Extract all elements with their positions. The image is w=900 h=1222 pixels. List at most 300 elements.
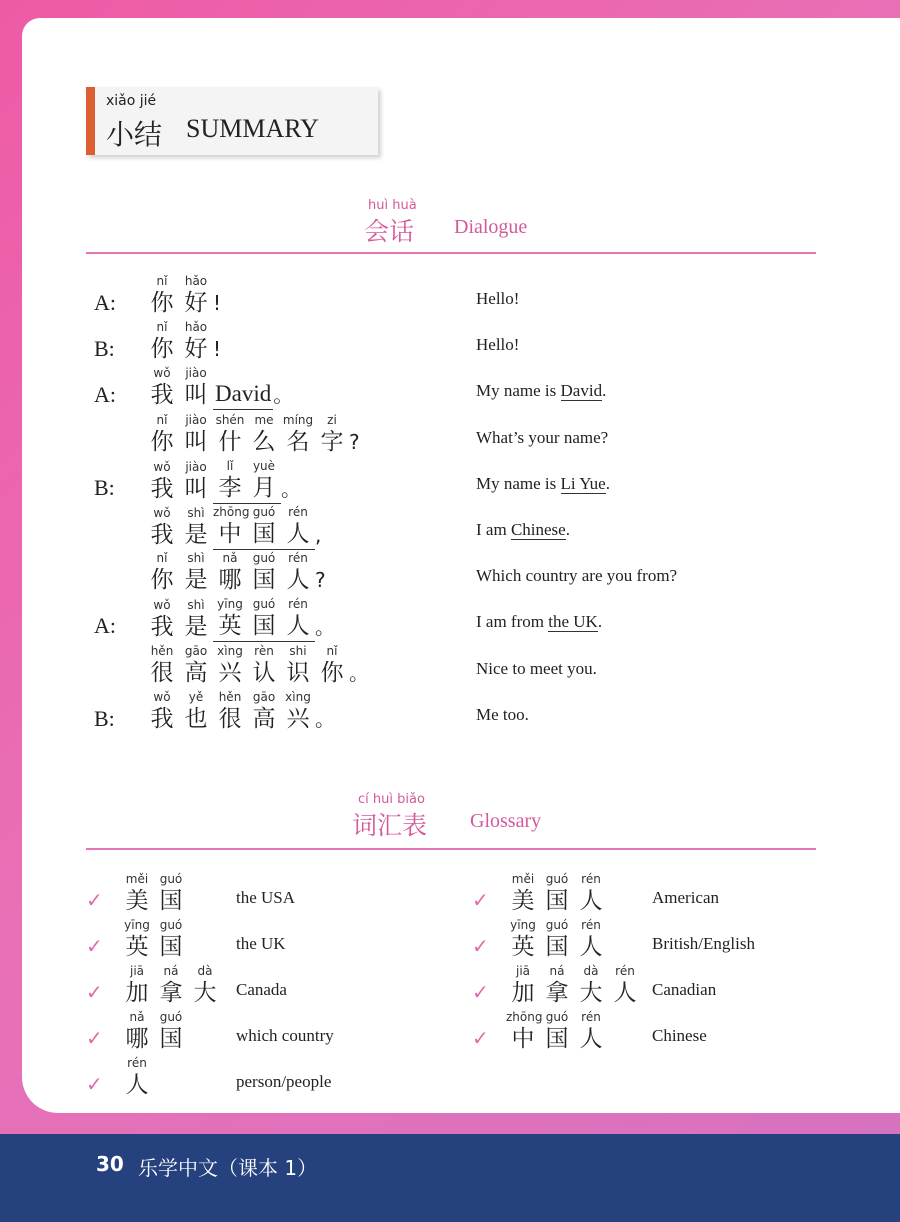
pinyin: rén: [288, 551, 308, 566]
glossary-item: [472, 918, 832, 964]
hanzi-with-pinyin: [506, 1010, 543, 1054]
hanzi: 人: [579, 934, 603, 960]
glossary-english: person/people: [236, 1072, 332, 1091]
hanzi-with-pinyin: [574, 1010, 608, 1054]
hanzi-with-pinyin: [540, 872, 574, 916]
hanzi: 美: [511, 888, 535, 914]
pinyin: jiào: [185, 366, 207, 381]
dialogue-line: [0, 366, 900, 412]
hanzi-with-pinyin: [506, 964, 540, 1008]
check-icon: ✓: [472, 888, 489, 912]
hanzi-with-pinyin: [540, 964, 574, 1008]
hanzi-with-pinyin: [213, 505, 250, 550]
pinyin: guó: [159, 918, 183, 932]
hanzi: 人: [125, 1072, 149, 1098]
glossary-english: Canada: [236, 980, 287, 999]
check-icon: ✓: [86, 1072, 103, 1096]
dialogue-line: [0, 413, 900, 459]
dialogue-line: [0, 551, 900, 597]
hanzi-with-pinyin: [213, 459, 247, 504]
glossary-divider: [86, 848, 816, 850]
hanzi-with-pinyin: [213, 690, 247, 734]
translation-segment: .: [602, 381, 607, 401]
pinyin: shì: [187, 506, 205, 520]
hanzi: 名: [286, 428, 310, 455]
hanzi: 你: [150, 428, 174, 455]
glossary-english: the USA: [236, 888, 296, 907]
hanzi: 很: [150, 659, 174, 686]
hanzi: 你: [150, 567, 174, 594]
pinyin: shi: [289, 643, 307, 658]
check-icon: ✓: [472, 980, 489, 1004]
hanzi: 中: [213, 519, 247, 550]
pinyin: zhōng: [213, 505, 250, 519]
pinyin: xìng: [217, 643, 243, 658]
check-icon: ✓: [86, 980, 103, 1004]
dialogue-line: [0, 459, 900, 505]
pinyin: yuè: [252, 458, 276, 473]
hanzi-with-pinyin: [247, 505, 281, 550]
translation-segment: My name is: [476, 473, 561, 493]
hanzi: 国: [252, 567, 276, 594]
speaker-label: A:: [94, 382, 116, 408]
punctuation: !: [213, 291, 222, 315]
chinese-text: [145, 320, 221, 364]
check-icon: ✓: [86, 1026, 103, 1050]
hanzi-with-pinyin: [179, 413, 213, 457]
speaker-label: B:: [94, 474, 115, 500]
chinese-text: [145, 644, 369, 688]
hanzi: 你: [150, 290, 174, 316]
hanzi-with-pinyin: [281, 644, 315, 688]
chinese-text: [506, 1010, 608, 1054]
translation-segment: Li Yue: [560, 473, 606, 493]
pinyin: guó: [545, 1010, 569, 1024]
pinyin: nǎ: [222, 551, 238, 566]
pinyin: gāo: [252, 689, 276, 704]
hanzi: 美: [125, 888, 149, 914]
hanzi: 我: [150, 705, 174, 732]
hanzi-with-pinyin: [145, 690, 179, 734]
hanzi: 国: [545, 888, 569, 914]
chinese-text: [120, 964, 222, 1008]
speaker-label: B:: [94, 336, 115, 362]
hanzi-with-pinyin: [179, 598, 213, 642]
pinyin: nǐ: [156, 274, 168, 288]
hanzi-with-pinyin: [145, 551, 179, 595]
pinyin: gāo: [184, 643, 208, 658]
chinese-text: [145, 274, 221, 318]
translation-segment: Nice to meet you.: [476, 658, 597, 678]
glossary-item: [86, 964, 446, 1010]
hanzi-with-pinyin: [213, 597, 247, 642]
hanzi-with-pinyin: [120, 918, 154, 962]
pinyin: hěn: [218, 689, 242, 704]
dialogue-line: [0, 690, 900, 736]
hanzi-with-pinyin: [145, 366, 179, 410]
glossary-english: American: [652, 888, 720, 907]
summary-pinyin: xiǎo jié: [106, 93, 157, 109]
translation-segment: I am: [476, 520, 511, 539]
glossary-item: [472, 964, 832, 1010]
hanzi: 你: [150, 336, 174, 363]
pinyin: yīng: [124, 918, 150, 932]
hanzi-with-pinyin: [506, 918, 540, 962]
hanzi-with-pinyin: [179, 506, 213, 550]
chinese-text: [145, 459, 301, 504]
translation-segment: Me too.: [476, 704, 529, 724]
hanzi-with-pinyin: [574, 964, 608, 1008]
hanzi-with-pinyin: [145, 320, 179, 364]
hanzi: 人: [613, 980, 637, 1006]
hanzi: 我: [150, 475, 174, 502]
dialogue-divider: [86, 252, 816, 254]
pinyin: nǐ: [326, 643, 338, 658]
glossary-item: [86, 1010, 446, 1056]
pinyin: nǐ: [156, 320, 168, 335]
hanzi-with-pinyin: [145, 644, 179, 688]
pinyin: zhōng: [506, 1010, 543, 1024]
hanzi: 拿: [545, 980, 569, 1006]
hanzi: 人: [281, 611, 315, 642]
chinese-text: [120, 1056, 154, 1100]
dialogue-heading-chinese: 会话: [364, 217, 415, 246]
pinyin: jiā: [129, 964, 145, 978]
english-translation: [476, 428, 608, 448]
summary-accent-bar: [86, 87, 95, 155]
hanzi-with-pinyin: [315, 413, 349, 457]
translation-segment: David: [560, 381, 603, 401]
pinyin: guó: [252, 597, 276, 612]
pinyin: měi: [125, 872, 149, 886]
pinyin: wǒ: [153, 506, 171, 520]
hanzi-with-pinyin: [120, 1056, 154, 1100]
chinese-text: [506, 918, 608, 962]
hanzi: 我: [150, 382, 174, 409]
hanzi-with-pinyin: [145, 460, 179, 504]
hanzi-with-pinyin: [247, 644, 281, 688]
glossary-item: [86, 918, 446, 964]
pinyin: guó: [545, 918, 569, 932]
dialogue-line: [0, 597, 900, 643]
pinyin: me: [254, 412, 274, 427]
hanzi: 高: [252, 705, 276, 732]
hanzi: 么: [252, 428, 276, 455]
hanzi-with-pinyin: [154, 872, 188, 916]
pinyin: wǒ: [153, 689, 171, 704]
hanzi: 国: [159, 934, 183, 960]
chinese-text: [145, 366, 293, 410]
hanzi-with-pinyin: [179, 320, 213, 364]
pinyin: xìng: [285, 689, 311, 704]
hanzi-with-pinyin: [281, 690, 315, 734]
pinyin: rén: [288, 597, 308, 612]
hanzi: 叫: [184, 475, 208, 502]
check-icon: ✓: [86, 934, 103, 958]
hanzi: 好: [184, 336, 208, 363]
english-translation: [476, 335, 519, 355]
page-number: 30: [96, 1152, 124, 1176]
dialogue-line: [0, 644, 900, 690]
check-icon: ✓: [472, 934, 489, 958]
pinyin: shì: [187, 598, 205, 613]
hanzi-with-pinyin: [608, 964, 642, 1008]
translation-segment: .: [605, 473, 610, 493]
hanzi-with-pinyin: [213, 413, 247, 457]
pinyin: rén: [581, 872, 601, 886]
hanzi-with-pinyin: [179, 460, 213, 504]
pinyin: rén: [127, 1056, 147, 1070]
hanzi: 大: [579, 980, 603, 1006]
glossary-heading-chinese: 词汇表: [352, 811, 428, 840]
hanzi-with-pinyin: [247, 551, 281, 595]
pinyin: zi: [327, 412, 337, 427]
hanzi-with-pinyin: [154, 964, 188, 1008]
glossary-item: [86, 1056, 446, 1102]
chinese-text: [120, 918, 188, 962]
hanzi-with-pinyin: [247, 413, 281, 457]
pinyin: lǐ: [226, 458, 234, 473]
translation-segment: What’s your name?: [476, 427, 609, 447]
hanzi: 我: [150, 614, 174, 641]
english-translation: [476, 381, 606, 401]
translation-segment: Which country are you from?: [476, 566, 678, 586]
glossary-heading-pinyin: cí huì biǎo: [358, 792, 425, 807]
translation-segment: My name is: [476, 381, 561, 401]
hanzi: 人: [286, 567, 310, 594]
hanzi-with-pinyin: [281, 551, 315, 595]
hanzi: 是: [184, 522, 208, 548]
speaker-label: A:: [94, 290, 116, 315]
pinyin: rèn: [254, 643, 274, 658]
summary-tab: [86, 87, 378, 155]
pinyin: hǎo: [184, 320, 208, 335]
hanzi-with-pinyin: [247, 459, 281, 504]
punctuation: ?: [349, 429, 360, 454]
hanzi-with-pinyin: [154, 1010, 188, 1054]
punctuation: 。: [281, 476, 301, 501]
chinese-text: [145, 505, 321, 550]
hanzi-with-pinyin: [188, 964, 222, 1008]
pinyin: dà: [197, 964, 213, 978]
pinyin: wǒ: [153, 459, 171, 474]
hanzi: 国: [545, 934, 569, 960]
pinyin: ná: [163, 964, 179, 978]
english-translation: [476, 289, 519, 309]
glossary-english: Chinese: [652, 1026, 707, 1045]
hanzi: 兴: [218, 659, 242, 686]
pinyin: wǒ: [153, 598, 171, 613]
chinese-text: [145, 413, 360, 457]
hanzi-with-pinyin: [281, 413, 315, 457]
english-translation: [476, 659, 597, 679]
chinese-text: [120, 1010, 188, 1054]
pinyin: jiā: [515, 964, 531, 978]
hanzi-with-pinyin: [540, 918, 574, 962]
hanzi: 国: [247, 611, 281, 642]
hanzi: 是: [184, 567, 208, 594]
hanzi: 国: [247, 519, 281, 550]
pinyin: guó: [159, 872, 183, 886]
pinyin: hěn: [150, 643, 174, 658]
hanzi-with-pinyin: [213, 551, 247, 595]
pinyin: shì: [187, 551, 205, 566]
pinyin: jiào: [185, 459, 207, 474]
glossary-english: British/English: [652, 934, 755, 953]
hanzi: 哪: [218, 567, 242, 594]
translation-segment: Hello!: [476, 289, 520, 308]
hanzi: 大: [193, 980, 217, 1006]
hanzi: 也: [184, 705, 208, 732]
hanzi: 识: [286, 659, 310, 686]
hanzi-with-pinyin: [145, 274, 179, 318]
summary-english-title: SUMMARY: [186, 114, 319, 143]
pinyin: nǐ: [156, 551, 168, 566]
hanzi-with-pinyin: [281, 505, 315, 550]
hanzi: 人: [579, 888, 603, 914]
chinese-text: [145, 690, 335, 734]
hanzi-with-pinyin: [179, 551, 213, 595]
translation-segment: .: [565, 520, 570, 539]
latin-name: David: [213, 379, 273, 410]
hanzi: 加: [125, 980, 149, 1006]
hanzi: 什: [218, 428, 242, 455]
english-translation: [476, 566, 677, 586]
hanzi-with-pinyin: [120, 1010, 154, 1054]
hanzi: 国: [159, 888, 183, 914]
chinese-text: [120, 872, 188, 916]
translation-segment: .: [597, 612, 603, 632]
hanzi-with-pinyin: [120, 964, 154, 1008]
hanzi-with-pinyin: [179, 274, 213, 318]
hanzi: 兴: [286, 705, 310, 732]
english-translation: [476, 474, 610, 494]
pinyin: guó: [252, 551, 276, 566]
pinyin: yě: [188, 689, 204, 704]
pinyin: hǎo: [184, 274, 208, 288]
speaker-label: A:: [94, 613, 116, 639]
hanzi-with-pinyin: [145, 506, 179, 550]
chinese-text: [506, 964, 642, 1008]
book-title: 乐学中文（课本 1）: [138, 1156, 318, 1180]
hanzi-with-pinyin: [154, 918, 188, 962]
hanzi-with-pinyin: [145, 413, 179, 457]
pinyin: dà: [583, 964, 599, 978]
hanzi-with-pinyin: [179, 644, 213, 688]
glossary-item: [472, 872, 832, 918]
translation-segment: Chinese: [510, 520, 566, 539]
pinyin: měi: [511, 872, 535, 886]
hanzi: 认: [252, 659, 276, 686]
dialogue-line: [0, 320, 900, 366]
translation-segment: I am from: [476, 612, 549, 632]
pinyin: shén: [215, 412, 245, 427]
pinyin: nǐ: [156, 412, 168, 427]
hanzi: 加: [511, 980, 535, 1006]
glossary-heading-english: Glossary: [470, 810, 542, 832]
hanzi: 月: [247, 473, 281, 504]
punctuation: 。: [349, 660, 369, 685]
pinyin: jiào: [185, 412, 207, 427]
summary-chinese-title: 小结: [106, 118, 163, 151]
punctuation: 。: [315, 615, 335, 640]
english-translation: [476, 612, 602, 632]
pinyin: míng: [282, 412, 314, 427]
pinyin: guó: [545, 872, 569, 886]
translation-segment: Hello!: [476, 335, 520, 355]
punctuation: ?: [315, 568, 326, 593]
english-translation: [476, 705, 529, 725]
chinese-text: [506, 872, 608, 916]
hanzi: 人: [579, 1026, 603, 1052]
hanzi-with-pinyin: [315, 644, 349, 688]
hanzi: 拿: [159, 980, 183, 1006]
translation-segment: the UK: [548, 612, 598, 632]
glossary-english: which country: [236, 1026, 334, 1045]
hanzi-with-pinyin: [574, 872, 608, 916]
hanzi: 是: [184, 614, 208, 641]
hanzi-with-pinyin: [506, 872, 540, 916]
glossary-english: the UK: [236, 934, 286, 953]
pinyin: rén: [288, 505, 308, 519]
dialogue-heading-english: Dialogue: [454, 216, 528, 238]
punctuation: ,: [315, 523, 322, 547]
hanzi: 李: [213, 473, 247, 504]
pinyin: rén: [581, 918, 601, 932]
pinyin: guó: [252, 505, 276, 519]
pinyin: wǒ: [153, 366, 171, 381]
hanzi-with-pinyin: [281, 597, 315, 642]
pinyin: rén: [581, 1010, 601, 1024]
hanzi-with-pinyin: [120, 872, 154, 916]
hanzi: 高: [184, 659, 208, 686]
punctuation: !: [213, 337, 222, 362]
hanzi-with-pinyin: [145, 598, 179, 642]
hanzi: 好: [184, 290, 208, 316]
hanzi: 中: [511, 1026, 535, 1052]
hanzi-with-pinyin: [179, 366, 213, 410]
hanzi: 很: [218, 705, 242, 732]
chinese-text: [145, 597, 335, 642]
pinyin: ná: [549, 964, 565, 978]
pinyin: rén: [615, 964, 635, 978]
hanzi: 字: [320, 428, 344, 455]
hanzi: 叫: [184, 382, 208, 409]
hanzi: 英: [213, 611, 247, 642]
check-icon: ✓: [472, 1026, 489, 1050]
hanzi-with-pinyin: [574, 918, 608, 962]
hanzi: 国: [159, 1026, 183, 1052]
dialogue-line: [0, 505, 900, 551]
punctuation: 。: [273, 383, 294, 408]
hanzi: 哪: [125, 1026, 149, 1052]
speaker-label: B:: [94, 705, 115, 731]
pinyin: yīng: [217, 597, 243, 612]
hanzi: 叫: [184, 428, 208, 455]
hanzi: 我: [150, 522, 174, 548]
glossary-english: Canadian: [652, 980, 717, 999]
hanzi: 英: [125, 934, 149, 960]
pinyin: yīng: [510, 918, 536, 932]
hanzi: 国: [545, 1026, 569, 1052]
hanzi-with-pinyin: [247, 690, 281, 734]
check-icon: ✓: [86, 888, 103, 912]
pinyin: guó: [159, 1010, 183, 1024]
footer-bar: [0, 1134, 900, 1222]
glossary-item: [472, 1010, 832, 1056]
hanzi: 英: [511, 934, 535, 960]
dialogue-line: [0, 274, 900, 320]
